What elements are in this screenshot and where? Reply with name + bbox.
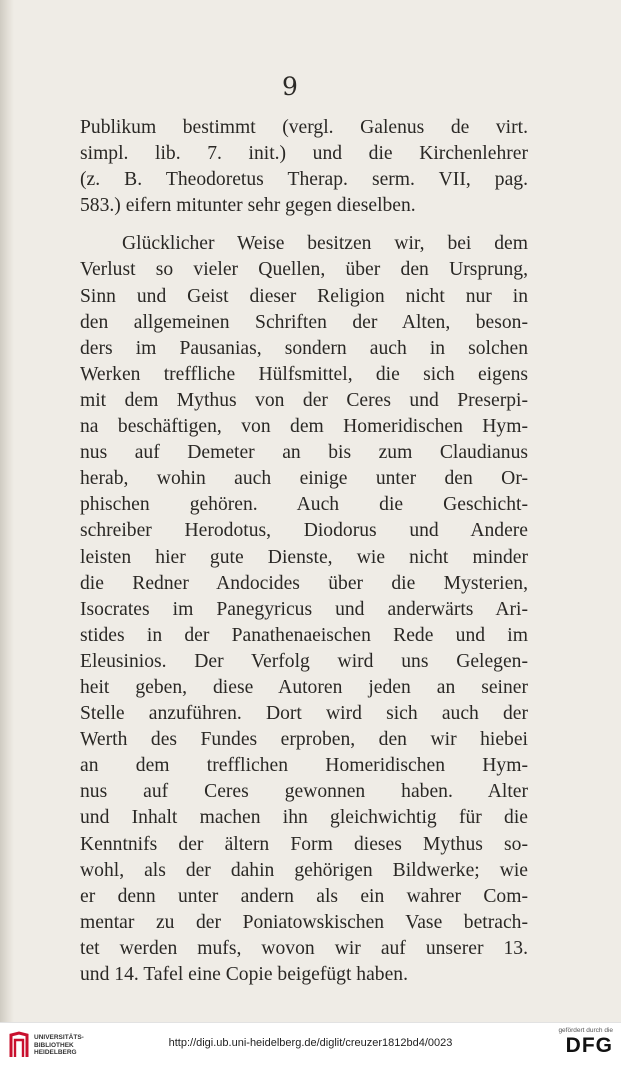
page-gutter: [0, 0, 14, 1022]
text-line: tet werden mufs, wovon wir auf unserer 13.: [80, 937, 528, 959]
text-line: und 14. Tafel eine Copie beigefügt haben.: [80, 964, 408, 985]
permalink-url[interactable]: http://digi.ub.uni-heidelberg.de/diglit/creuzer1812bd4/0023: [168, 1037, 453, 1049]
text-line: na beschäftigen, von dem Homeridischen Hym-: [80, 416, 528, 438]
text-line: Publikum bestimmt (vergl. Galenus de virt.: [80, 117, 528, 138]
text-line: Sinn und Geist dieser Religion nicht nur in: [80, 285, 528, 307]
library-name-line: BIBLIOTHEK: [34, 1041, 74, 1049]
text-line: nus auf Demeter an bis zum Claudianus: [80, 442, 528, 464]
text-line: und Inhalt machen ihn gleichwichtig für die: [80, 807, 528, 829]
text-line: den allgemeinen Schriften der Alten, beson-: [80, 311, 528, 333]
text-line: Kenntnifs der ältern Form dieses Mythus so-: [80, 833, 528, 855]
text-line: stides in der Panathenaeischen Rede und im: [80, 624, 528, 646]
text-line: wohl, als der dahin gehörigen Bildwerke; wie: [80, 859, 528, 881]
text-line: nus auf Ceres gewonnen haben. Alter: [80, 781, 528, 803]
text-line: die Redner Andocides über die Mysterien,: [80, 572, 528, 594]
text-line: Glücklicher Weise besitzen wir, bei dem: [122, 233, 528, 255]
text-line: Werken treffliche Hülfsmittel, die sich eigens: [80, 363, 528, 385]
text-line: Werth des Fundes erproben, den wir hiebei: [80, 729, 528, 751]
funder-logo[interactable]: [533, 1027, 613, 1058]
funder-caption: gefördert durch die: [558, 1027, 613, 1034]
text-line: Eleusinios. Der Verfolg wird uns Gelegen-: [80, 650, 528, 672]
text-line: an dem trefflichen Homeridischen Hym-: [80, 755, 528, 777]
text-line: Isocrates im Panegyricus und anderwärts Ari-: [80, 598, 528, 620]
text-line: schreiber Herodotus, Diodorus und Andere: [80, 520, 528, 542]
text-line: Verlust so vieler Quellen, über den Ursprung,: [80, 259, 528, 281]
text-line: phischen gehören. Auch die Geschicht-: [80, 494, 528, 516]
text-line: (z. B. Theodoretus Therap. serm. VII, pag.: [80, 169, 528, 191]
page-number: 9: [282, 72, 298, 101]
text-line: simpl. lib. 7. init.) und die Kirchenlehrer: [80, 143, 528, 165]
text-line: er denn unter andern als ein wahrer Com-: [80, 885, 528, 907]
text-line: herab, wohin auch einige unter den Or-: [80, 468, 528, 490]
text-line: 583.) eifern mitunter sehr gegen dieselben.: [80, 195, 416, 217]
paragraph-gap: [80, 219, 528, 231]
funder-name: DFG: [565, 1034, 613, 1057]
text-line: leisten hier gute Dienste, wie nicht minder: [80, 546, 528, 568]
text-line: ders im Pausanias, sondern auch in solchen: [80, 337, 528, 359]
library-name-line: UNIVERSITÄTS-: [34, 1034, 84, 1041]
viewer-footer: [0, 1022, 621, 1068]
text-line: mentar zu der Poniatowskischen Vase betrach-: [80, 911, 528, 933]
text-line: Stelle anzuführen. Dort wird sich auch der: [80, 703, 528, 725]
text-line: mit dem Mythus von der Ceres und Preserpi-: [80, 389, 528, 411]
library-name-line: HEIDELBERG: [34, 1049, 77, 1056]
text-line: heit geben, diese Autoren jeden an seiner: [80, 676, 528, 698]
body-text: [80, 115, 528, 988]
